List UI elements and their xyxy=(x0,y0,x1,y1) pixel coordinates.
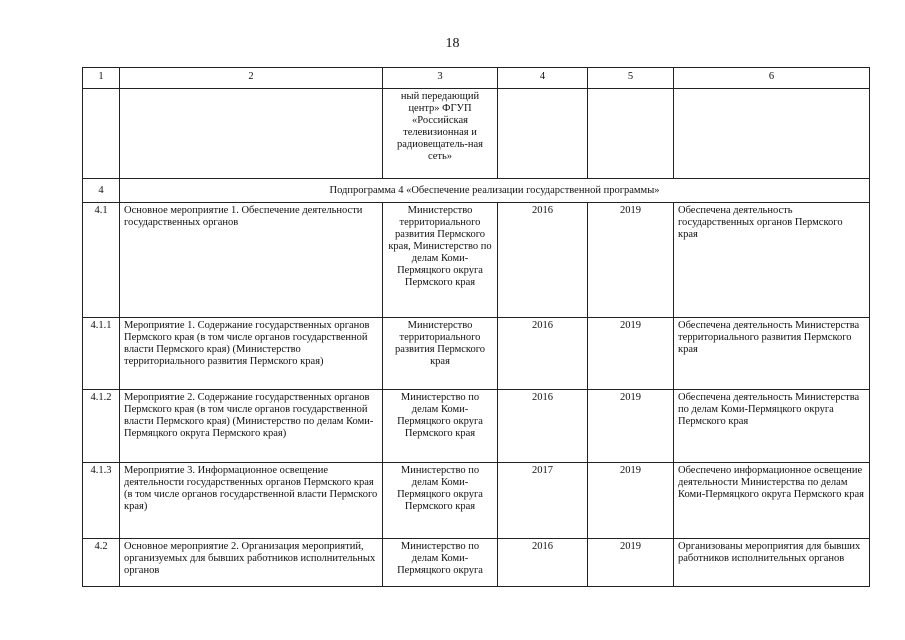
row-start-year: 2016 xyxy=(498,203,588,318)
table-row xyxy=(83,203,870,318)
table-row xyxy=(83,390,870,463)
row-name: Мероприятие 2. Содержание государственных органов Пермского края (в том числе органов государственной власти Пермского края) (Министерство по делам Коми-Пермяцкого округа Пермского края) xyxy=(120,390,383,463)
continuation-row xyxy=(83,89,870,179)
row-end-year: 2019 xyxy=(588,539,674,587)
row-end-year: 2019 xyxy=(588,203,674,318)
header-cell-5: 5 xyxy=(588,68,674,89)
header-cell-2: 2 xyxy=(120,68,383,89)
row-executor: Министерство по делам Коми-Пермяцкого округа Пермского края xyxy=(383,463,498,539)
table-row xyxy=(83,539,870,587)
row-start-year: 2016 xyxy=(498,539,588,587)
row-executor: Министерство территориального развития Пермского края, Министерство по делам Коми-Пермяцкого округа Пермского края xyxy=(383,203,498,318)
row-start-year: 2017 xyxy=(498,463,588,539)
header-cell-3: 3 xyxy=(383,68,498,89)
subprogram-title: Подпрограмма 4 «Обеспечение реализации государственной программы» xyxy=(120,179,870,203)
subprogram-row xyxy=(83,179,870,203)
row-number: 4.2 xyxy=(83,539,120,587)
row-end-year: 2019 xyxy=(588,318,674,390)
row-result: Обеспечена деятельность государственных органов Пермского края xyxy=(674,203,870,318)
row-start-year: 2016 xyxy=(498,318,588,390)
row-number: 4.1 xyxy=(83,203,120,318)
row-executor: Министерство территориального развития Пермского края xyxy=(383,318,498,390)
row-executor: Министерство по делам Коми-Пермяцкого округа Пермского края xyxy=(383,390,498,463)
row-name: Мероприятие 1. Содержание государственных органов Пермского края (в том числе органов государственной власти Пермского края) (Министерство территориального развития Пермского края) xyxy=(120,318,383,390)
table-row xyxy=(83,318,870,390)
header-cell-1: 1 xyxy=(83,68,120,89)
cont-cell-5 xyxy=(588,89,674,179)
row-result: Обеспечено информационное освещение деятельности Министерства по делам Коми-Пермяцкого округа Пермского края xyxy=(674,463,870,539)
subprogram-number: 4 xyxy=(83,179,120,203)
header-cell-6: 6 xyxy=(674,68,870,89)
page-number: 18 xyxy=(445,36,460,51)
row-name: Мероприятие 3. Информационное освещение деятельности государственных органов Пермского края (в том числе органов государственной власти Пермского края) xyxy=(120,463,383,539)
row-number: 4.1.1 xyxy=(83,318,120,390)
row-number: 4.1.2 xyxy=(83,390,120,463)
row-end-year: 2019 xyxy=(588,390,674,463)
row-name: Основное мероприятие 1. Обеспечение деятельности государственных органов xyxy=(120,203,383,318)
cont-cell-6 xyxy=(674,89,870,179)
cont-cell-1 xyxy=(83,89,120,179)
cont-cell-2 xyxy=(120,89,383,179)
row-result: Обеспечена деятельность Министерства по делам Коми-Пермяцкого округа Пермского края xyxy=(674,390,870,463)
row-executor: Министерство по делам Коми-Пермяцкого округа xyxy=(383,539,498,587)
row-result: Обеспечена деятельность Министерства территориального развития Пермского края xyxy=(674,318,870,390)
program-table xyxy=(82,67,870,587)
cont-cell-4 xyxy=(498,89,588,179)
table-row xyxy=(83,463,870,539)
row-number: 4.1.3 xyxy=(83,463,120,539)
row-result: Организованы мероприятия для бывших работников исполнительных органов xyxy=(674,539,870,587)
cont-executor: ный передающий центр» ФГУП «Российская телевизионная и радиовещатель-ная сеть» xyxy=(383,89,498,179)
row-start-year: 2016 xyxy=(498,390,588,463)
header-row xyxy=(83,68,870,89)
header-cell-4: 4 xyxy=(498,68,588,89)
row-end-year: 2019 xyxy=(588,463,674,539)
row-name: Основное мероприятие 2. Организация мероприятий, организуемых для бывших работников исполнительных органов xyxy=(120,539,383,587)
